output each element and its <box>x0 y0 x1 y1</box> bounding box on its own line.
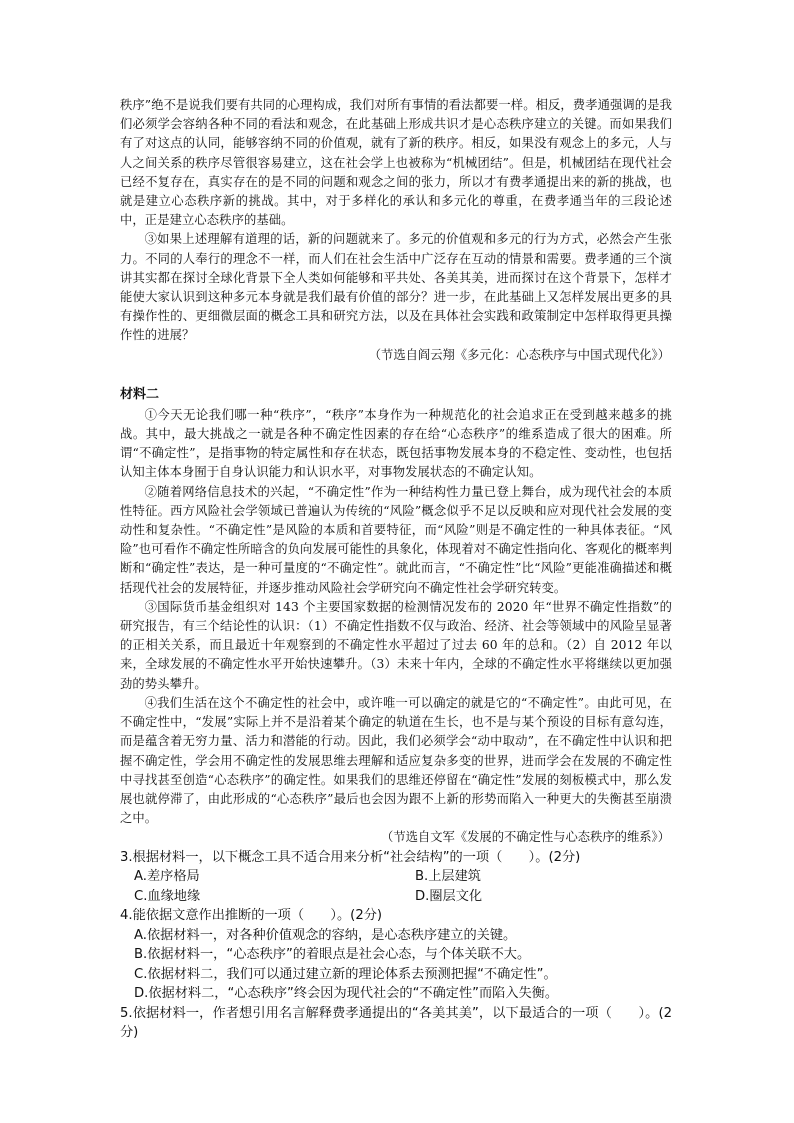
question-stem: 3.根据材料一，以下概念工具不适合用来分析“社会结构”的一项（ ）。(2分) <box>120 849 581 865</box>
option-b[interactable]: B.依据材料一，“心态秩序”的着眼点是社会心态，与个体关联不大。 <box>134 947 531 963</box>
document-page <box>120 96 672 1043</box>
option-list <box>120 867 672 906</box>
material-two-paragraph: ②随着网络信息技术的兴起，“不确定性”作为一种结构性力量已登上舞台，成为现代社会的本质性特征。西方风险社会学领域已普遍认为传统的“风险”概念似乎不足以反映和应对现代社会发展的变动性和复杂性。“不确定性”是风险的本质和首要特征，而“风险”则是不确定性的一种具体表征。“风险”也可看作不确定性所暗含的负向发展可能性的具象化，体现着对不确定性指向化、客观化的概率判断和“确定性”表达，是一种可量度的“不确定性”。就此而言，“不确定性”比“风险”更能准确描述和概括现代社会的发展特征，并逐步推动风险社会学研究向不确定性社会学研究转变。 <box>120 484 673 595</box>
material-one-continuation <box>120 96 672 365</box>
material-two-paragraph: ③国际货币基金组织对 143 个主要国家数据的检测情况发布的 2020 年“世界不确定性指数”的研究报告，有三个结论性的认识：（1）不确定性指数不仅与政治、经济、社会等领域中的风险呈显著的正相关关系，而且最近十年观察到的不确定性水平超过了过去 60 年的总和。（2）自 2012 年以来，全球发展的不确定性水平开始快速攀升。（3）未来十年内，全球的不确定性水平将继续以更加强劲的势头攀升。 <box>120 599 672 691</box>
material-two-paragraph: ④我们生活在这个不确定性的社会中，或许唯一可以确定的就是它的“不确定性”。由此可见，在不确定性中，“发展”实际上并不是沿着某个确定的轨道在生长，也不是与某个预设的目标有意勾连，而是蕴含着无穷力量、活力和潜能的行动。因此，我们必须学会“动中取动”，在不确定性中认识和把握不确定性，学会用不确定性的发展思维去理解和适应复杂多变的世界，进而学会在发展的不确定性中寻找甚至创造“心态秩序”的确定性。如果我们的思维还停留在“确定性”发展的刻板模式中，那么发展也就停滞了，由此形成的“心态秩序”最后也会因为跟不上新的形势而陷入一种更大的失衡甚至崩溃之中。 <box>120 695 672 826</box>
material-two <box>120 385 672 848</box>
option-d[interactable]: D.依据材料二，“心态秩序”终会因为现代社会的“不确定性”而陷入失衡。 <box>134 986 559 1002</box>
question-3 <box>120 848 672 907</box>
option-a[interactable]: A.差序格局 <box>134 869 200 885</box>
material-one-source: （节选自阎云翔《多元化：心态秩序与中国式现代化》） <box>368 347 670 362</box>
option-list <box>120 926 672 1004</box>
question-5 <box>120 1004 672 1043</box>
material-one-paragraph: ③如果上述理解有道理的话，新的问题就来了。多元的价值观和多元的行为方式，必然会产生张力。不同的人奉行的理念不一样，而人们在社会生活中广泛存在互动的情景和需要。费孝通的三个演讲其实都在探讨全球化背景下全人类如何能够和平共处、各美其美，进而探讨在这个背景下，怎样才能使大家认识到这种多元本身就是我们最有价值的部分？进一步，在此基础上又怎样发展出更多的具有操作性的、更细微层面的概念工具和研究方法，以及在具体社会实践和政策制定中怎样取得更具操作性的进展？ <box>120 232 672 343</box>
material-two-paragraph: ①今天无论我们哪一种“秩序”，“秩序”本身作为一种规范化的社会追求正在受到越来越多的挑战。其中，最大挑战之一就是各种不确定性因素的存在给“心态秩序”的维系造成了很大的困难。所谓“不确定性”，是指事物的特定属性和存在状态，既包括事物发展本身的不稳定性、变动性，也包括认知主体本身囿于自身认识能力和认识水平，对事物发展状态的不确定认知。 <box>120 407 672 480</box>
question-4 <box>120 906 672 1004</box>
option-a[interactable]: A.依据材料一，对各种价值观念的容纳，是心态秩序建立的关键。 <box>134 927 517 943</box>
option-c[interactable]: C.依据材料二，我们可以通过建立新的理论体系去预测把握“不确定性”。 <box>134 966 557 982</box>
option-c[interactable]: C.血缘地缘 <box>134 888 201 904</box>
option-d[interactable]: D.圈层文化 <box>415 888 483 904</box>
question-stem: 4.能依据文意作出推断的一项（ ）。(2分) <box>120 908 383 924</box>
material-two-heading: 材料二 <box>120 386 160 402</box>
question-list <box>120 848 672 1043</box>
material-two-source: （节选自文军《发展的不确定性与心态秩序的维系》） <box>381 830 670 845</box>
option-b[interactable]: B.上层建筑 <box>415 869 481 885</box>
question-stem: 5.依据材料一，作者想引用名言解释费孝通提出的“各美其美”，以下最适合的一项（ ）。(2分) <box>120 1005 672 1041</box>
material-one-paragraph: 秩序”绝不是说我们要有共同的心理构成，我们对所有事情的看法都要一样。相反，费孝通强调的是我们必须学会容纳各种不同的看法和观念，在此基础上形成共识才是心态秩序建立的关键。而如果我们有了对这点的认同，能够容纳不同的价值观，就有了新的秩序。相反，如果没有观念上的多元，人与人之间关系的秩序尽管很容易建立，这在社会学上也被称为“机械团结”。但是，机械团结在现代社会已经不复存在，真实存在的是不同的问题和观念之间的张力，所以才有费孝通提出来的新的挑战，也就是建立心态秩序新的挑战。其中，对于多样化的承认和多元化的尊重，在费孝通当年的三段论述中，正是建立心态秩序的基础。 <box>120 98 672 228</box>
